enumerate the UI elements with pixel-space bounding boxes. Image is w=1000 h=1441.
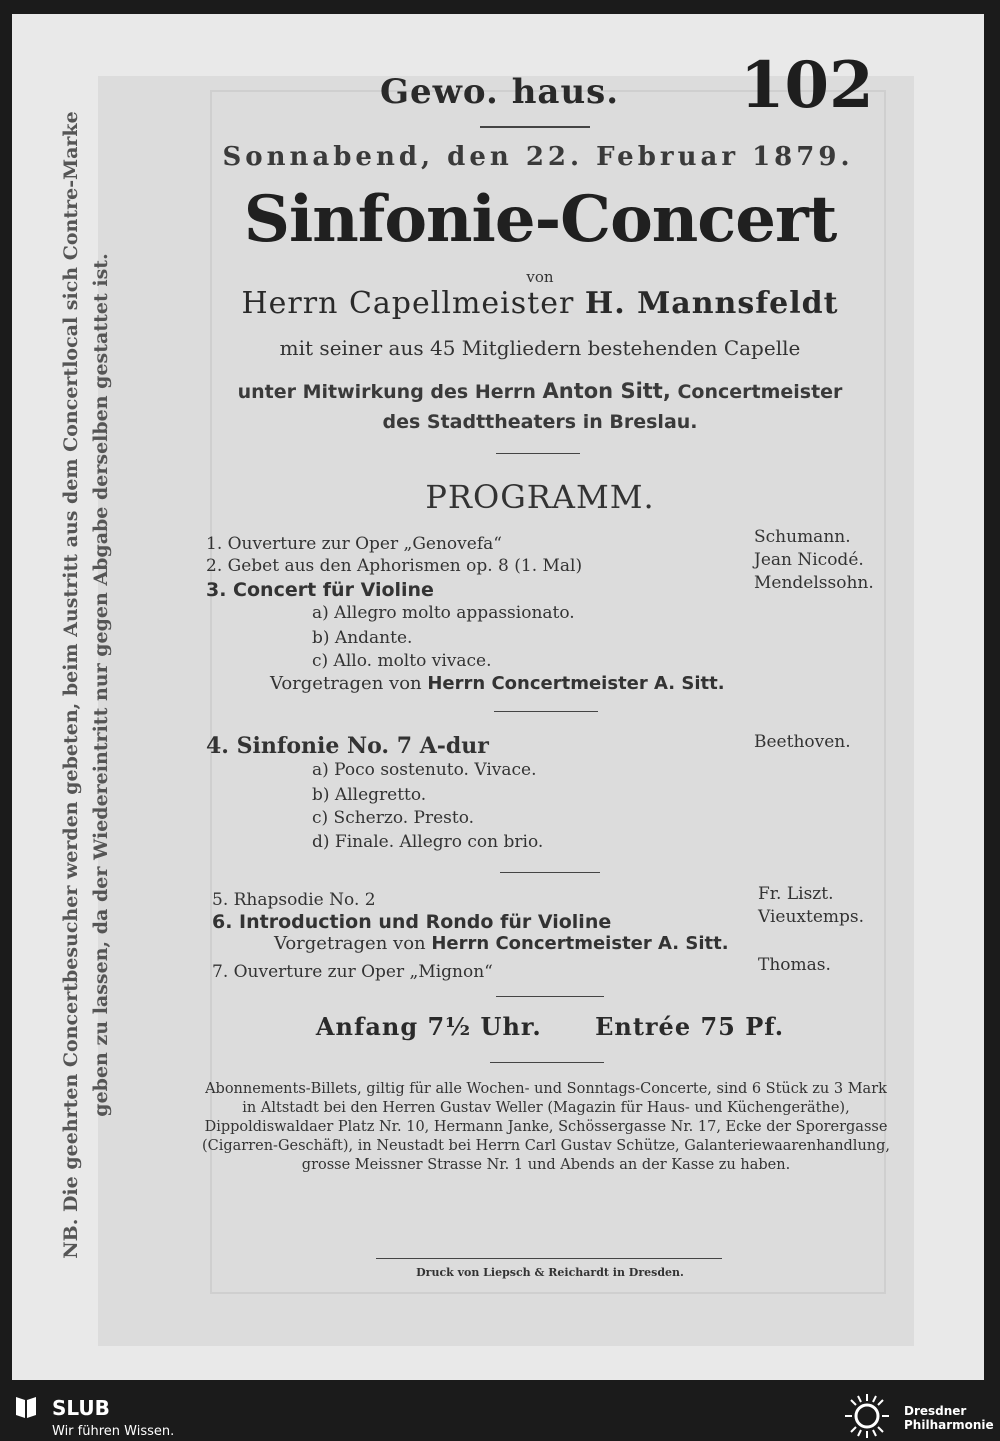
soloist-name: Anton Sitt, (542, 379, 671, 403)
performer-name: Herrn Concertmeister A. Sitt. (427, 673, 725, 694)
performer-name: Herrn Concertmeister A. Sitt. (431, 933, 729, 954)
composer-7: Thomas. (758, 955, 831, 975)
concert-title: Sinfonie-Concert (243, 182, 837, 257)
divider (376, 1258, 722, 1259)
divider (494, 711, 598, 712)
divider (496, 453, 580, 454)
performer-prefix: Vorgetragen von (274, 933, 426, 954)
side-note-line-2: geben zu lassen, da der Wiedereintritt nur gegen Abgabe derselben gestattet ist. (90, 253, 112, 1117)
sunburst-icon (842, 1392, 892, 1440)
performer-line-1 (270, 673, 725, 694)
conductor-line (190, 286, 890, 321)
program-item-2: 2. Gebet aus den Aphorismen op. 8 (1. Mal) (206, 556, 583, 576)
divider (490, 1062, 604, 1063)
movement-3a: a) Allegro molto appassionato. (312, 603, 575, 623)
movement-4a: a) Poco sostenuto. Vivace. (312, 760, 537, 780)
slub-name: SLUB (52, 1396, 110, 1420)
conductor-prefix: Herrn Capellmeister (241, 286, 575, 321)
composer-2: Jean Nicodé. (754, 550, 864, 570)
poster-number: 102 (740, 48, 874, 123)
side-note (56, 70, 116, 1300)
von-label: von (526, 268, 554, 286)
movement-3b: b) Andante. (312, 628, 413, 648)
assist-prefix: unter Mitwirkung des Herrn (237, 381, 536, 403)
conductor-name: H. Mannsfeldt (584, 286, 839, 321)
orchestra-line: mit seiner aus 45 Mitgliedern bestehenden Capelle (279, 336, 801, 360)
composer-4: Beethoven. (754, 732, 851, 752)
program-item-3: 3. Concert für Violine (206, 579, 434, 601)
philharmonie-line-2: Philharmonie (904, 1418, 994, 1432)
footer-bar (0, 1390, 1000, 1441)
divider (480, 126, 590, 128)
concert-date: Sonnabend, den 22. Februar 1879. (222, 142, 854, 172)
start-time: Anfang 7½ Uhr. (315, 1012, 542, 1041)
composer-1: Schumann. (754, 527, 851, 547)
divider (496, 996, 604, 997)
composer-6: Vieuxtemps. (758, 907, 865, 927)
movement-4b: b) Allegretto. (312, 785, 427, 805)
assist-line-1 (190, 376, 890, 407)
assist-suffix: Concertmeister (677, 381, 843, 403)
assist-line-2: des Stadttheaters in Breslau. (382, 411, 698, 433)
program-item-7: 7. Ouverture zur Oper „Mignon“ (212, 962, 493, 982)
program-item-5: 5. Rhapsodie No. 2 (212, 890, 376, 910)
movement-3c: c) Allo. molto vivace. (312, 651, 492, 671)
printer-imprint: Druck von Liepsch & Reichardt in Dresden. (416, 1266, 684, 1279)
program-item-1: 1. Ouverture zur Oper „Genovefa“ (206, 534, 502, 554)
venue-header: Gewo. haus. (380, 72, 620, 112)
movement-4c: c) Scherzo. Presto. (312, 808, 475, 828)
performer-prefix: Vorgetragen von (270, 673, 422, 694)
assist-block (190, 376, 890, 437)
program-heading: PROGRAMM. (425, 478, 655, 516)
philharmonie-line-1: Dresdner (904, 1404, 967, 1418)
philharmonie-name (904, 1404, 994, 1432)
program-item-6: 6. Introduction und Rondo für Violine (212, 911, 612, 933)
slub-tagline: Wir führen Wissen. (52, 1424, 175, 1439)
composer-5: Fr. Liszt. (758, 884, 834, 904)
side-note-line-1: NB. Die geehrten Concertbesucher werden gebeten, beim Austritt aus dem Concertlocal sich Contre-Marke (60, 111, 82, 1259)
program-item-4: 4. Sinfonie No. 7 A-dur (206, 733, 489, 759)
start-and-price (200, 1012, 900, 1041)
movement-4d: d) Finale. Allegro con brio. (312, 832, 544, 852)
divider (500, 872, 600, 873)
book-icon (14, 1394, 38, 1420)
abonnement-notice: Abonnements-Billets, giltig für alle Wochen- und Sonntags-Concerte, sind 6 Stück zu 3 Mark in Altstadt bei den Herren Gustav Weller (Magazin für Haus- und Küchengeräthe), Dippoldiswaldaer Platz Nr. 10, Hermann Janke, Schössergasse Nr. 17, Ecke der Sporergasse (Cigarren-Geschäft), in Neustadt bei Herrn Carl Gustav Schütze, Galanteriewaarenhandlung, grosse Meissner Strasse Nr. 1 und Abends an der Kasse zu haben. (201, 1081, 891, 1173)
composer-3: Mendelssohn. (754, 573, 874, 593)
entry-price: Entrée 75 Pf. (595, 1012, 785, 1041)
performer-line-2 (274, 933, 729, 954)
